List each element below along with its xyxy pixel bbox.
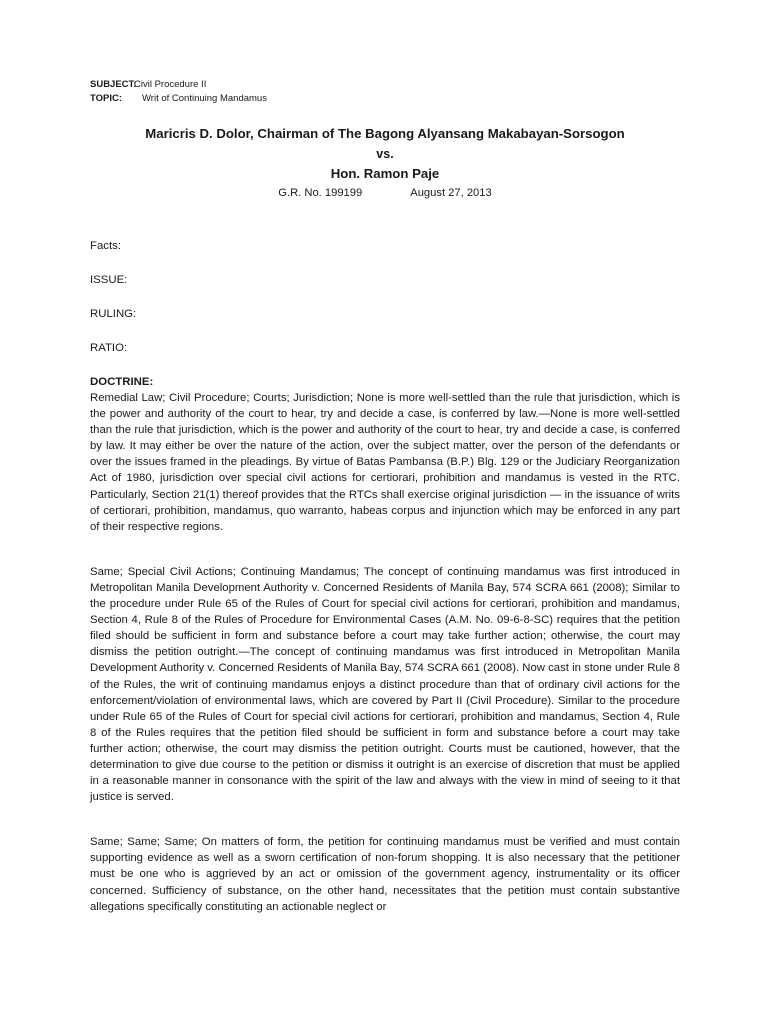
versus-text: vs. <box>376 147 394 161</box>
case-title <box>90 124 680 184</box>
doctrine-paragraph: Same; Special Civil Actions; Continuing Mandamus; The concept of continuing mandamus was first introduced in Metropolitan Manila Development Authority v. Concerned Residents of Manila Bay, 574 SCRA 661 (2008); Similar to the procedure under Rule 65 of the Rules of Court for special civil actions for certiorari, prohibition and mandamus, Section 4, Rule 8 of the Rules of Procedure for Environmental Cases (A.M. No. 09-6-8-SC) requires that the petition filed should be sufficient in form and substance before a court may take further action; otherwise, the court may dismiss the petition outright.—The concept of continuing mandamus was first introduced in Metropolitan Manila Development Authority v. Concerned Residents of Manila Bay, 574 SCRA 661 (2008). Now cast in stone under Rule 8 of the Rules, the writ of continuing mandamus enjoys a distinct procedure than that of ordinary civil actions for the enforcement/violation of environmental laws, which are covered by Part II (Civil Procedure). Similar to the procedure under Rule 65 of the Rules of Court for special civil actions for certiorari, prohibition and mandamus, Section 4, Rule 8 of the Rules requires that the petition filed should be sufficient in form and substance before a court may take further action; otherwise, the court may dismiss the petition outright. Courts must be cautioned, however, that the determination to give due course to the petition or dismiss it outright is an exercise of discretion that must be applied in a reasonable manner in consonance with the spirit of the law and always with the view in mind of seeing to it that justice is served. <box>90 565 680 804</box>
ruling-label: RULING: <box>90 308 137 320</box>
subject-label: SUBJECT: <box>90 79 137 90</box>
gr-number: G.R. No. 199199 <box>278 187 363 199</box>
topic-value: Writ of Continuing Mandamus <box>142 93 267 104</box>
subject-line <box>90 78 680 92</box>
issue-label: ISSUE: <box>90 274 128 286</box>
topic-label: TOPIC: <box>90 93 123 104</box>
doctrine-paragraph: Remedial Law; Civil Procedure; Courts; Jurisdiction; None is more well-settled than the rule that jurisdiction, which is the power and authority of the court to hear, try and decide a case, is conferred by law.—None is more well-settled than the rule that jurisdiction, which is the power and authority of the court to hear, try and decide a case, is conferred by law. It may either be over the nature of the action, over the subject matter, over the person of the defendants or over the issues framed in the pleadings. By virtue of Batas Pambansa (B.P.) Blg. 129 or the Judiciary Reorganization Act of 1980, jurisdiction over special civil actions for certiorari, prohibition and mandamus is vested in the RTC. Particularly, Section 21(1) thereof provides that the RTCs shall exercise original jurisdiction — in the issuance of writs of certiorari, prohibition, mandamus, quo warranto, habeas corpus and injunction which may be enforced in any part of their respective regions. <box>90 392 680 533</box>
facts-label: Facts: <box>90 240 122 252</box>
ratio-label: RATIO: <box>90 342 128 354</box>
respondent-name: Hon. Ramon Paje <box>330 166 440 181</box>
doctrine-label: DOCTRINE: <box>90 376 154 388</box>
topic-line <box>90 92 680 106</box>
subject-value: Civil Procedure II <box>134 79 207 90</box>
doctrine-paragraph: Same; Same; Same; On matters of form, the petition for continuing mandamus must be verified and must contain supporting evidence as well as a sworn certification of non-forum shopping. It is also necessary that the petitioner must be one who is aggrieved by an act or omission of the government agency, instrumentality or its officer concerned. Sufficiency of substance, on the other hand, necessitates that the petition must contain substantive allegations specifically constituting an actionable neglect or <box>90 836 680 913</box>
decision-date: August 27, 2013 <box>410 187 492 199</box>
petitioner-name: Maricris D. Dolor, Chairman of The Bagong Alyansang Makabayan-Sorsogon <box>145 126 625 141</box>
case-reference <box>90 185 680 201</box>
